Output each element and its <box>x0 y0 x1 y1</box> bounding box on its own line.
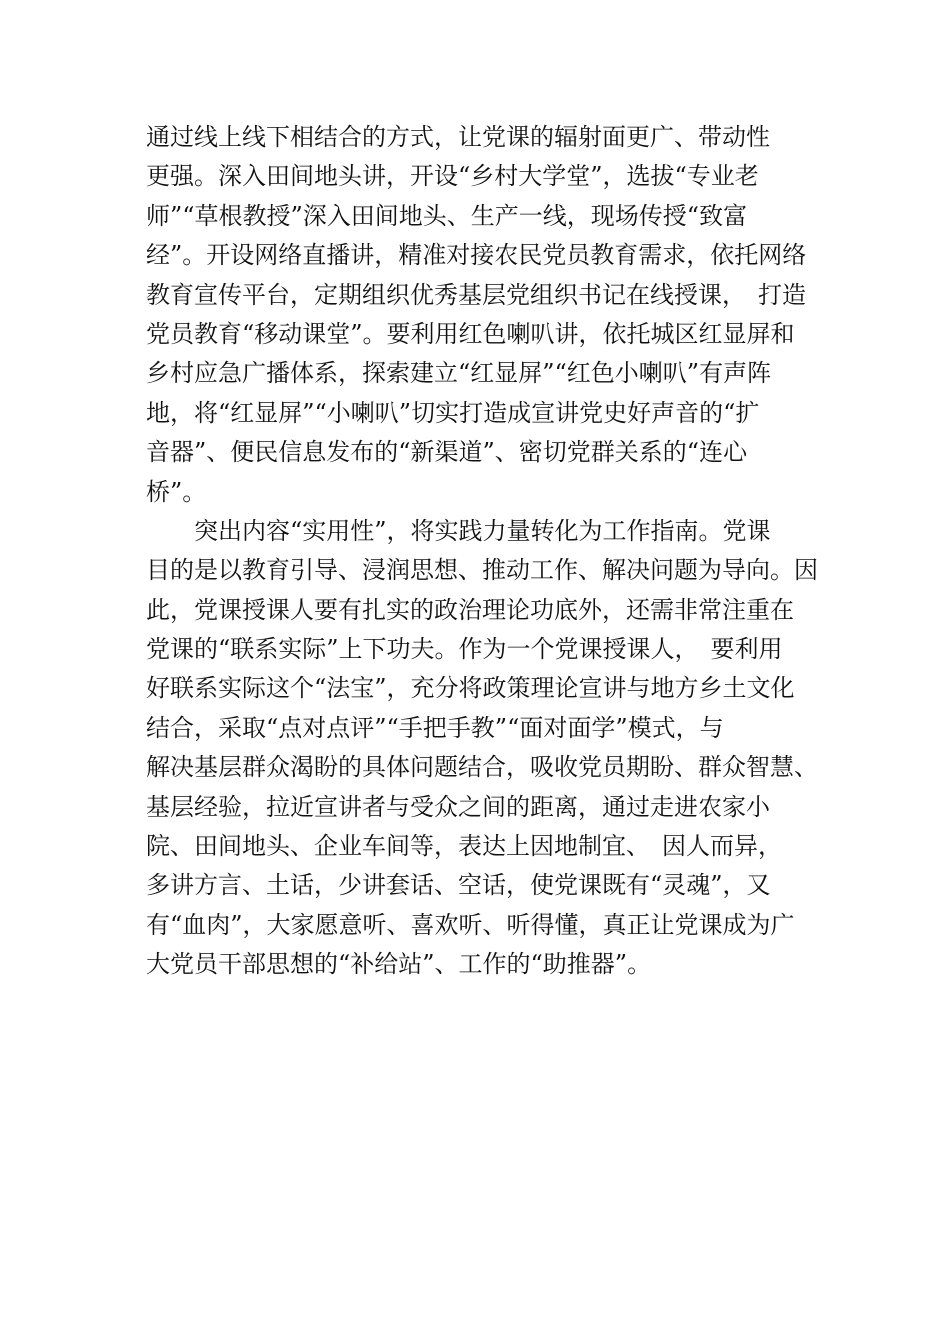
text-line: 此，党课授课人要有扎实的政治理论功底外，还需非常注重在 <box>146 595 794 624</box>
text-line: 大党员干部思想的“补给站”、工作的“助推器”。 <box>146 950 652 979</box>
document-body <box>146 118 846 985</box>
text-line: 多讲方言、土话，少讲套话、空话，使党课既有“灵魂”，又 <box>146 871 771 900</box>
text-line: 党课的“联系实际”上下功夫。作为一个党课授课人， 要利用 <box>146 635 783 664</box>
text-line: 通过线上线下相结合的方式，让党课的辐射面更广、带动性 <box>146 123 770 151</box>
text-line: 党员教育“移动课堂”。要利用红色喇叭讲，依托城区红显屏和 <box>146 319 795 348</box>
text-line: 地，将“红显屏”“小喇叭”切实打造成宣讲党史好声音的“扩 <box>146 398 760 427</box>
text-line: 师”“草根教授”深入田间地头、生产一线，现场传授“致富 <box>146 201 748 230</box>
text-line: 乡村应急广播体系，探索建立“红显屏”“红色小喇叭”有声阵 <box>146 359 772 388</box>
text-line: 好联系实际这个“法宝”，充分将政策理论宣讲与地方乡土文化 <box>146 674 795 703</box>
text-line: 桥”。 <box>146 477 207 506</box>
text-line: 解决基层群众渴盼的具体问题结合，吸收党员期盼、群众智慧、 <box>146 753 818 782</box>
text-line: 有“血肉”，大家愿意听、喜欢听、听得懂，真正让党课成为广 <box>146 910 795 939</box>
paragraph-2 <box>146 512 846 985</box>
text-line: 目的是以教育引导、浸润思想、推动工作、解决问题为导向。因 <box>146 556 818 585</box>
paragraph-1 <box>146 118 846 512</box>
text-line: 基层经验，拉近宣讲者与受众之间的距离，通过走进农家小 <box>146 792 770 821</box>
text-line: 更强。深入田间地头讲，开设“乡村大学堂”，选拔“专业老 <box>146 162 759 191</box>
text-line: 音器”、便民信息发布的“新渠道”、密切党群关系的“连心 <box>146 438 748 467</box>
text-line: 院、田间地头、企业车间等，表达上因地制宜、 因人而异， <box>146 832 782 861</box>
text-line: 突出内容“实用性”，将实践力量转化为工作指南。党课 <box>146 516 771 545</box>
text-line: 结合，采取“点对点评”“手把手教”“面对面学”模式，与 <box>146 713 724 742</box>
text-line: 教育宣传平台，定期组织优秀基层党组织书记在线授课， 打造 <box>146 280 806 309</box>
text-line: 经”。开设网络直播讲，精准对接农民党员教育需求，依托网络 <box>146 241 807 270</box>
